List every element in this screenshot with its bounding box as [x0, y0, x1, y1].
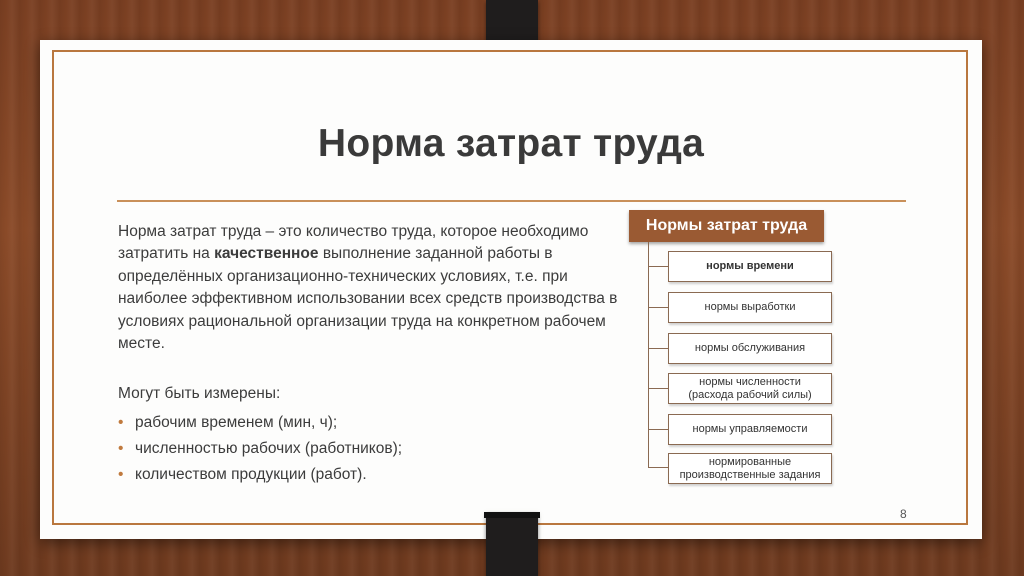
definition-paragraph	[118, 221, 623, 355]
binder-clip-bottom	[486, 512, 538, 576]
paragraph-text-2: выполнение заданной работы в определённых организационно-технических условиях, т.е. при наиболее эффективном использовании всех средств производства в условиях рациональной организации труда на конкретном рабочем месте.	[118, 245, 618, 353]
bullet-icon: •	[118, 466, 124, 483]
bullet-text: рабочим временем (мин, ч);	[135, 414, 338, 431]
diagram-connector	[648, 429, 668, 430]
diagram-item-output-norms: нормы выработки	[668, 292, 832, 323]
diagram-item-management-norms: нормы управляемости	[668, 414, 832, 445]
diagram-item-staffing-norms: нормы численности (расхода рабочий силы)	[668, 373, 832, 404]
diagram-item-production-tasks: нормированные производственные задания	[668, 453, 832, 484]
diagram-connector	[648, 348, 668, 349]
diagram-connector-trunk	[648, 242, 649, 467]
diagram-item-service-norms: нормы обслуживания	[668, 333, 832, 364]
slide	[40, 40, 982, 539]
diagram-header: Нормы затрат труда	[629, 210, 824, 242]
title-divider	[117, 200, 906, 202]
bullet-icon: •	[118, 414, 124, 431]
bullet-text: численностью рабочих (работников);	[135, 440, 403, 457]
page-number: 8	[900, 507, 907, 521]
measure-list	[118, 410, 402, 488]
slide-title: Норма затрат труда	[317, 122, 705, 165]
bullet-icon: •	[118, 440, 124, 457]
diagram-connector	[648, 307, 668, 308]
diagram-connector	[648, 266, 668, 267]
list-item	[118, 410, 402, 436]
diagram-connector	[648, 467, 668, 468]
list-item	[118, 436, 402, 462]
measured-label: Могут быть измерены:	[118, 385, 281, 402]
bullet-text: количеством продукции (работ).	[135, 466, 367, 483]
paragraph-text-1: Норма затрат труда – это количество труда, которое необходимо затратить на	[118, 223, 589, 263]
list-item	[118, 462, 402, 488]
diagram-item-time-norms: нормы времени	[668, 251, 832, 282]
paragraph-bold-word: качественное	[214, 245, 319, 263]
diagram-connector	[648, 388, 668, 389]
